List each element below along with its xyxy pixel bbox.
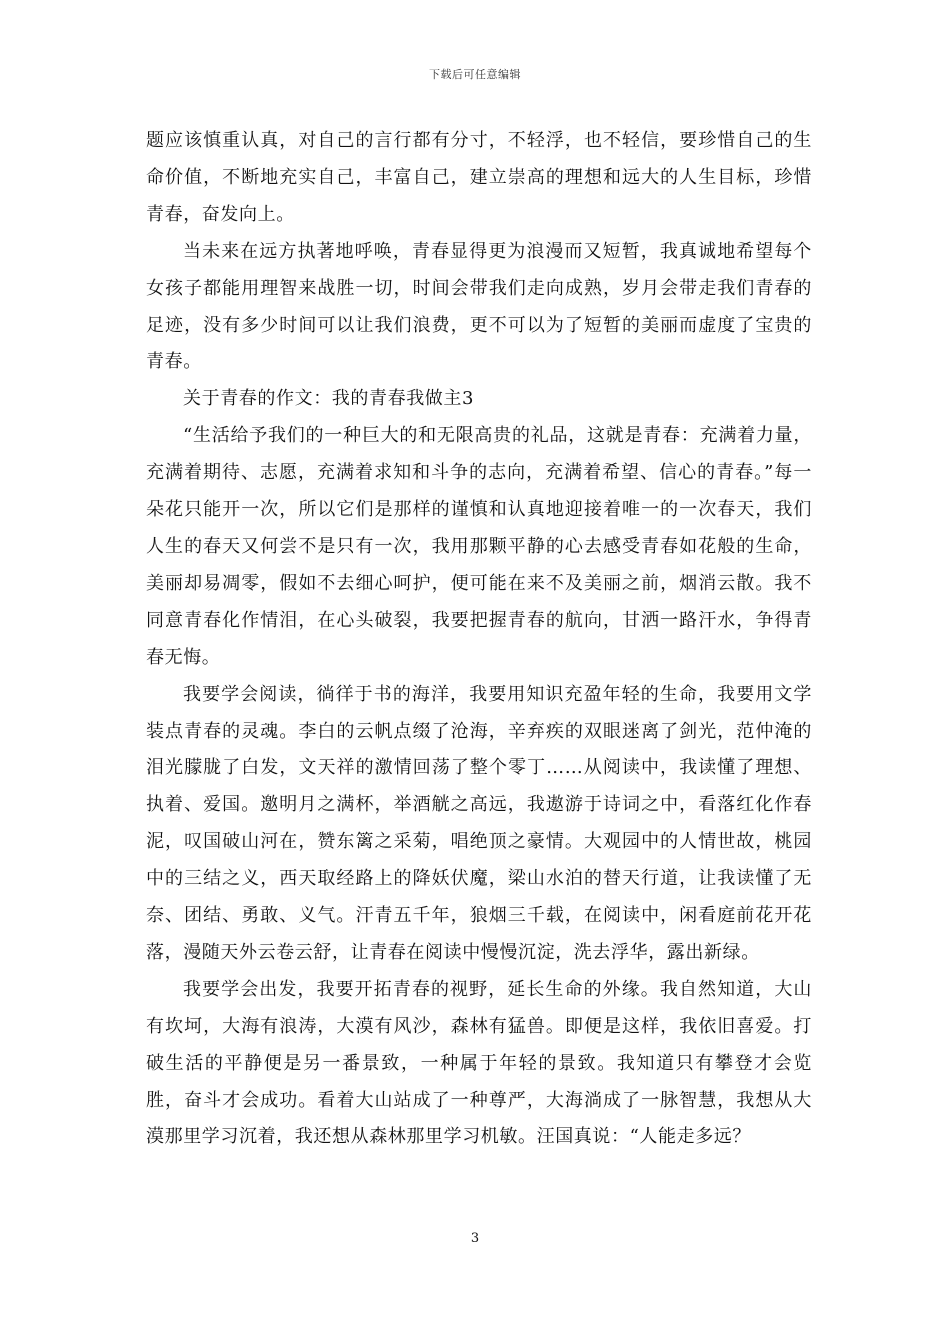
paragraph: 我要学会阅读，徜徉于书的海洋，我要用知识充盈年轻的生命，我要用文学装点青春的灵魂。李白的云帆点缀了沧海，辛弃疾的双眼迷离了剑光，范仲淹的泪光朦胧了白发，文天祥的激情回荡了整个零丁……从阅读中，我读懂了理想、执着、爱国。邀明月之满杯，举酒觥之高远，我遨游于诗词之中，看落红化作春泥，叹国破山河在，赞东篱之采菊，唱绝顶之豪情。大观园中的人情世故，桃园中的三结之义，西天取经路上的降妖伏魔，梁山水泊的替天行道，让我读懂了无奈、团结、勇敢、义气。汗青五千年，狼烟三千载，在阅读中，闲看庭前花开花落，漫随天外云卷云舒，让青春在阅读中慢慢沉淀，洗去浮华，露出新绿。 [146, 683, 812, 963]
page-number: 3 [470, 1231, 480, 1246]
paragraph: “生活给予我们的一种巨大的和无限高贵的礼品，这就是青春：充满着力量，充满着期待、志愿，充满着求知和斗争的志向，充满着希望、信心的青春。”每一朵花只能开一次，所以它们是那样的谨慎和认真地迎接着唯一的一次春天，我们人生的春天又何尝不是只有一次，我用那颗平静的心去感受青春如花般的生命，美丽却易凋零，假如不去细心呵护，便可能在来不及美丽之前，烟消云散。我不同意青春化作情泪，在心头破裂，我要把握青春的航向，甘洒一路汗水，争得青春无悔。 [146, 425, 812, 668]
section-heading: 关于青春的作文：我的青春我做主3 [183, 388, 475, 410]
paragraph-continued: 题应该慎重认真，对自己的言行都有分寸，不轻浮，也不轻信，要珍惜自己的生命价值，不断地充实自己，丰富自己，建立崇高的理想和远大的人生目标，珍惜青春，奋发向上。 [146, 130, 812, 225]
paragraph: 我要学会出发，我要开拓青春的视野，延长生命的外缘。我自然知道，大山有坎坷，大海有浪涛，大漠有风沙，森林有猛兽。即便是这样，我依旧喜爱。打破生活的平静便是另一番景致，一种属于年轻的景致。我知道只有攀登才会览胜，奋斗才会成功。看着大山站成了一种尊严，大海淌成了一脉智慧，我想从大漠那里学习沉着，我还想从森林那里学习机敏。汪国真说：“人能走多远？ [146, 978, 812, 1148]
page-header: 下载后可任意编辑 [429, 68, 521, 81]
document-body [146, 123, 812, 1156]
paragraph: 当未来在远方执著地呼唤，青春显得更为浪漫而又短暂，我真诚地希望每个女孩子都能用理智来战胜一切，时间会带我们走向成熟，岁月会带走我们青春的足迹，没有多少时间可以让我们浪费，更不可以为了短暂的美丽而虚度了宝贵的青春。 [146, 240, 812, 373]
